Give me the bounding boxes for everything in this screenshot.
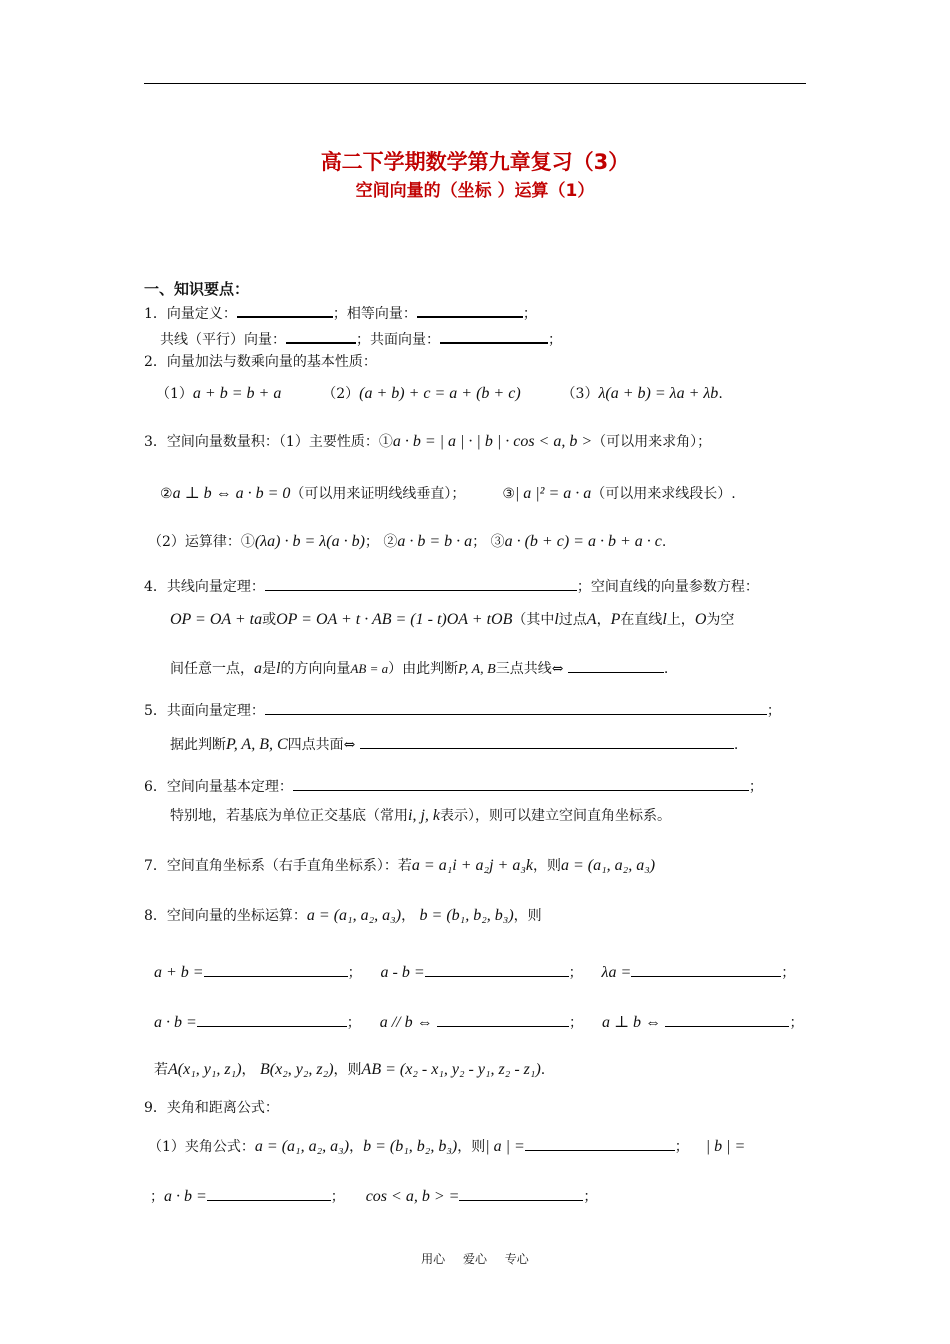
item-4-line-2: OP = OA + ta或OP = OA + t · AB = (1 - t)OA + tOB（其中l过点A，P在直线l上，O为空 — [170, 611, 735, 628]
page-subtitle: 空间向量的（坐标 ）运算（1） — [355, 181, 595, 201]
item-9-line-2: ；a · b = ； cos < a, b > = ； — [150, 1188, 598, 1205]
item-2-heading: 2．向量加法与数乘向量的基本性质： — [144, 354, 377, 370]
item-8-heading: 8．空间向量的坐标运算：a = (a₁, a₂, a₃)， b = (b₁, b₂, b₃)，则 — [144, 907, 542, 924]
item-1-line-2: 共线（平行）向量： ；共面向量： ； — [160, 328, 562, 350]
item-8-row-2: a · b = ； a // b ⇔ ； a ⊥ b ⇔ ； — [154, 1014, 804, 1031]
page-title: 高二下学期数学第九章复习（3） — [320, 150, 630, 174]
item-4-line-3: 间任意一点，a是l的方向向量AB = a）由此判断P, A, B三点共线⇔ . — [170, 660, 669, 677]
item-2-formulas: （1）a + b = b + a （2）(a + b) + c = a + (b + c) （3）λ(a + b) = λa + λb. — [156, 385, 723, 402]
item-8-row-3: 若A(x₁, y₁, z₁)， B(x₂, y₂, z₂)，则AB = (x₂ - x₁, y₂ - y₁, z₂ - z₁). — [154, 1061, 546, 1078]
item-5-line-2: 据此判断P, A, B, C四点共面⇔ . — [170, 736, 739, 753]
section-heading: 一、知识要点： — [144, 280, 250, 298]
item-3-line-3: （2）运算律：①(λa) · b = λ(a · b)； ②a · b = b · a； ③a · (b + c) = a · b + a · c. — [148, 533, 667, 550]
header-rule — [144, 83, 806, 84]
item-4-line-1: 4．共线向量定理： ；空间直线的向量参数方程： — [144, 576, 759, 597]
item-3-line-1: 3．空间向量数量积：（1）主要性质：①a · b = | a | · | b | · cos < a, b >（可以用来求角）； — [144, 433, 712, 450]
item-9-heading: 9．夹角和距离公式： — [144, 1100, 279, 1116]
item-8-row-1: a + b = ； a - b = ； λa = ； — [154, 964, 796, 981]
item-6-line-2: 特别地，若基底为单位正交基底（常用i, j, k表示），则可以建立空间直角坐标系。 — [170, 807, 671, 824]
item-6-line-1: 6．空间向量基本定理： ； — [144, 776, 763, 797]
page-footer: 用心 爱心 专心 — [421, 1252, 529, 1266]
item-9-line-1: （1）夹角公式：a = (a₁, a₂, a₃)，b = (b₁, b₂, b₃)，则| a | = ； | b | = — [148, 1138, 746, 1155]
item-7: 7．空间直角坐标系（右手直角坐标系）：若a = a₁i + a₂j + a₃k，则a = (a₁, a₂, a₃) — [144, 857, 656, 874]
item-3-line-2: ②a ⊥ b ⇔ a · b = 0（可以用来证明线线垂直）； ③| a |² = a · a（可以用来求线段长）. — [160, 485, 736, 502]
item-1-line-1: 1．向量定义： ；相等向量： ； — [144, 302, 537, 324]
item-5-line-1: 5．共面向量定理： ； — [144, 700, 781, 721]
